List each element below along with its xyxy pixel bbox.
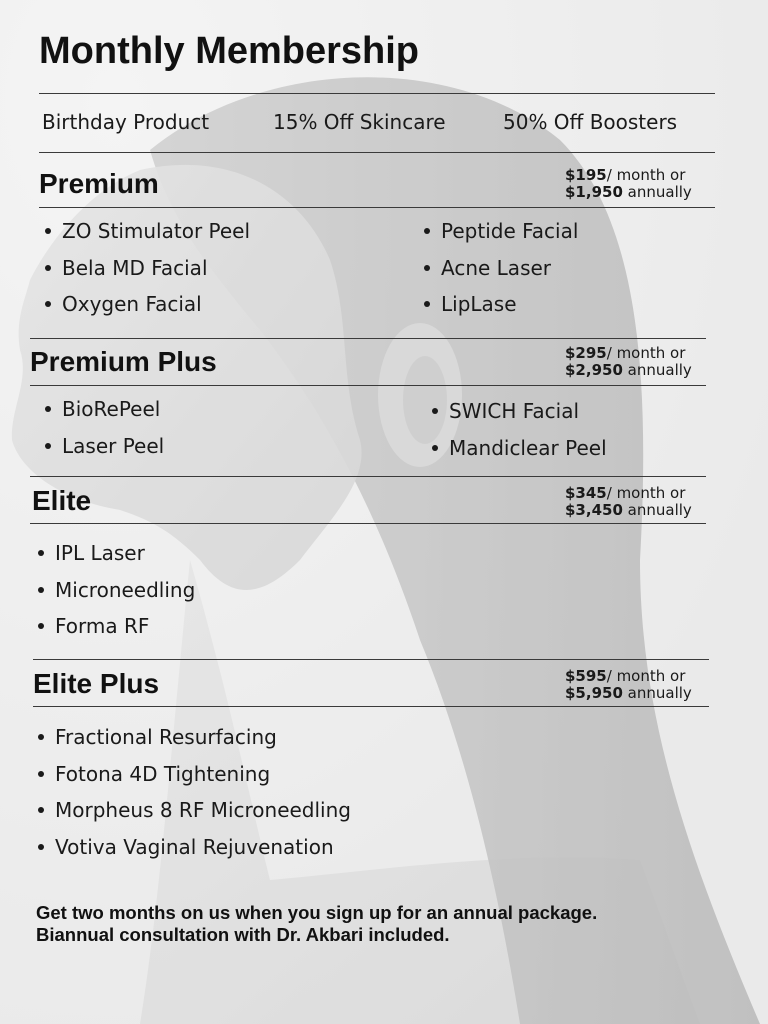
- annual-suffix: annually: [622, 501, 692, 519]
- list-item: [424, 286, 578, 323]
- divider: [30, 385, 706, 386]
- divider: [30, 523, 706, 524]
- service-label: ZO Stimulator Peel: [62, 219, 251, 244]
- list-item: [38, 608, 195, 645]
- tier-premium-plus-name: Premium Plus: [30, 346, 217, 377]
- list-item: [38, 792, 351, 829]
- list-item: [432, 393, 607, 430]
- tier-premium-plus-price: [565, 345, 692, 379]
- bullet-icon: [45, 265, 51, 271]
- tier-premium-plus-services-right: [432, 393, 607, 466]
- bullet-icon: [432, 408, 438, 414]
- bullet-icon: [424, 301, 430, 307]
- service-label: Fractional Resurfacing: [55, 725, 277, 750]
- monthly-price: $345: [565, 484, 607, 502]
- footer-consultation-note: Biannual consultation with Dr. Akbari included.: [36, 924, 450, 945]
- divider: [30, 476, 706, 477]
- bullet-icon: [45, 301, 51, 307]
- list-item: [38, 756, 351, 793]
- tier-elite-plus-name: Elite Plus: [33, 668, 160, 699]
- service-label: Mandiclear Peel: [449, 435, 607, 460]
- monthly-price: $595: [565, 667, 607, 685]
- annual-suffix: annually: [622, 361, 692, 379]
- bullet-icon: [38, 550, 44, 556]
- service-label: Votiva Vaginal Rejuvenation: [55, 834, 334, 859]
- bullet-icon: [424, 265, 430, 271]
- tier-elite-plus-price: [565, 668, 692, 702]
- tier-elite-price: [565, 485, 692, 519]
- annual-price: $1,950: [565, 183, 623, 201]
- tier-premium-services-left: [45, 213, 250, 323]
- divider: [39, 93, 715, 94]
- list-item: [38, 829, 351, 866]
- service-label: IPL Laser: [55, 541, 145, 566]
- bullet-icon: [424, 228, 430, 234]
- bullet-icon: [38, 844, 44, 850]
- list-item: [424, 213, 578, 250]
- list-item: [38, 572, 195, 609]
- divider: [33, 706, 709, 707]
- annual-suffix: annually: [622, 183, 692, 201]
- service-label: Peptide Facial: [441, 219, 579, 244]
- perks-row: [0, 110, 768, 138]
- tier-elite-plus-services: [38, 719, 351, 865]
- divider: [30, 338, 706, 339]
- perk-skincare-discount: 15% Off Skincare: [273, 110, 446, 134]
- bullet-icon: [45, 443, 51, 449]
- monthly-suffix: / month or: [606, 344, 686, 362]
- bullet-icon: [432, 445, 438, 451]
- bullet-icon: [45, 406, 51, 412]
- footer-annual-offer: Get two months on us when you sign up for an annual package.: [36, 902, 598, 923]
- service-label: LipLase: [441, 292, 517, 317]
- service-label: Acne Laser: [441, 255, 552, 280]
- bullet-icon: [45, 228, 51, 234]
- monthly-suffix: / month or: [606, 667, 686, 685]
- divider: [39, 152, 715, 153]
- service-label: Fotona 4D Tightening: [55, 761, 271, 786]
- list-item: [45, 391, 164, 428]
- list-item: [45, 428, 164, 465]
- page-title: Monthly Membership: [39, 30, 420, 72]
- annual-suffix: annually: [622, 684, 692, 702]
- service-label: Microneedling: [55, 577, 196, 602]
- bullet-icon: [38, 734, 44, 740]
- annual-price: $3,450: [565, 501, 623, 519]
- monthly-price: $295: [565, 344, 607, 362]
- list-item: [45, 286, 250, 323]
- divider: [39, 207, 715, 208]
- bullet-icon: [38, 587, 44, 593]
- list-item: [432, 430, 607, 467]
- list-item: [38, 535, 195, 572]
- tier-premium-name: Premium: [39, 168, 159, 199]
- list-item: [424, 250, 578, 287]
- annual-price: $5,950: [565, 684, 623, 702]
- list-item: [45, 250, 250, 287]
- service-label: Morpheus 8 RF Microneedling: [55, 798, 351, 823]
- bullet-icon: [38, 623, 44, 629]
- perk-birthday-product: Birthday Product: [42, 110, 210, 134]
- monthly-suffix: / month or: [606, 484, 686, 502]
- divider: [33, 659, 709, 660]
- service-label: Oxygen Facial: [62, 292, 202, 317]
- tier-premium-services-right: [424, 213, 578, 323]
- tier-elite-services: [38, 535, 195, 645]
- service-label: BioRePeel: [62, 397, 161, 422]
- bullet-icon: [38, 807, 44, 813]
- tier-premium-plus-services-left: [45, 391, 164, 464]
- perk-boosters-discount: 50% Off Boosters: [503, 110, 678, 134]
- list-item: [38, 719, 351, 756]
- monthly-price: $195: [565, 166, 607, 184]
- footer-note: [36, 902, 597, 946]
- list-item: [45, 213, 250, 250]
- service-label: SWICH Facial: [449, 399, 580, 424]
- service-label: Bela MD Facial: [62, 255, 208, 280]
- monthly-suffix: / month or: [606, 166, 686, 184]
- annual-price: $2,950: [565, 361, 623, 379]
- tier-premium-price: [565, 167, 692, 201]
- bullet-icon: [38, 771, 44, 777]
- service-label: Laser Peel: [62, 433, 165, 458]
- service-label: Forma RF: [55, 614, 150, 639]
- tier-elite-name: Elite: [32, 485, 92, 516]
